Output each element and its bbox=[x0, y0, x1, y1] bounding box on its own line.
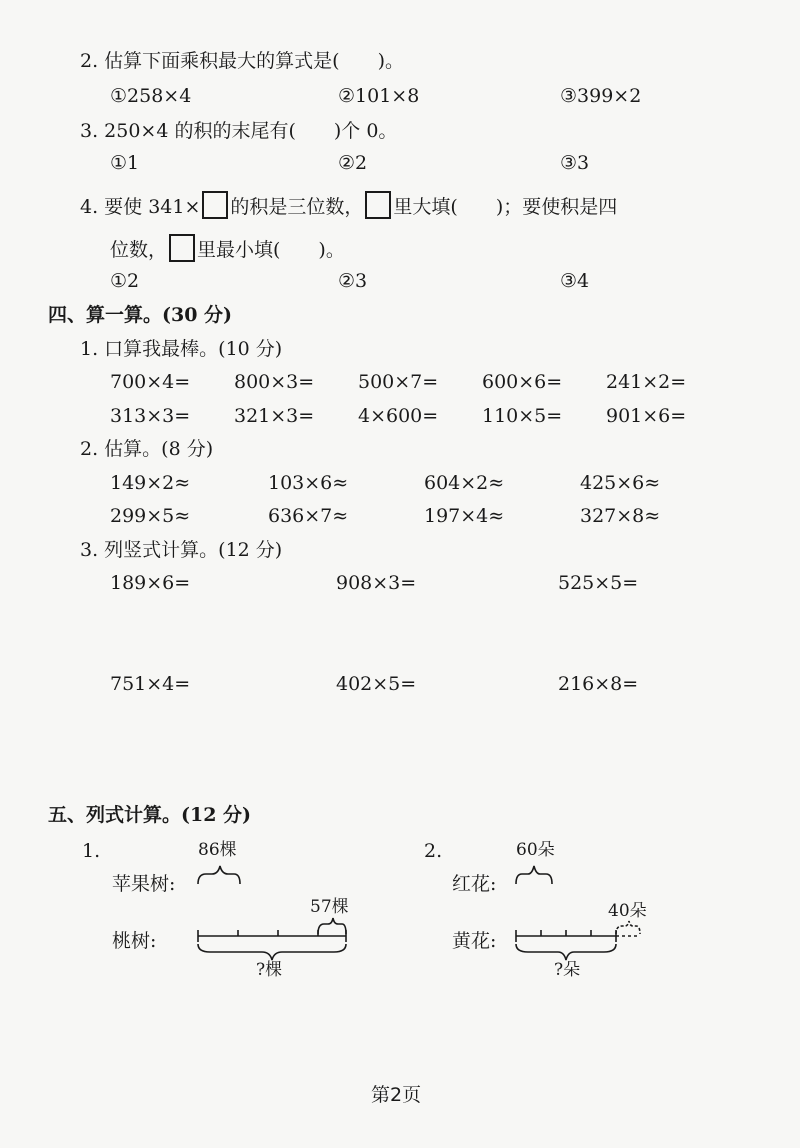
mental-math-item: 800×3= bbox=[234, 371, 315, 393]
peach-total-brace bbox=[198, 944, 346, 960]
mental-math-item: 600×6= bbox=[482, 371, 563, 393]
estimate-item: 604×2≈ bbox=[424, 472, 505, 494]
section5-heading: 五、列式计算。(12 分) bbox=[48, 804, 252, 826]
mental-math-item: 321×3= bbox=[234, 405, 315, 427]
mental-math-item: 700×4= bbox=[110, 371, 191, 393]
peach-extra-label: 57棵 bbox=[310, 897, 349, 917]
estimate-item: 149×2≈ bbox=[110, 472, 191, 494]
q2-option-3: ③399×2 bbox=[560, 85, 642, 107]
q4-option-2: ②3 bbox=[338, 270, 368, 292]
estimate-item: 197×4≈ bbox=[424, 505, 505, 527]
yellow-total-brace bbox=[516, 944, 616, 960]
s4-q1-title: 1. 口算我最棒。(10 分) bbox=[80, 338, 283, 360]
q3-option-3: ③3 bbox=[560, 152, 590, 174]
vertical-calc-item: 525×5= bbox=[558, 572, 639, 594]
q4-text-d: 位数， bbox=[110, 239, 168, 261]
q2-option-1: ①258×4 bbox=[110, 85, 192, 107]
mental-math-item: 241×2= bbox=[606, 371, 687, 393]
mental-math-item: 4×600= bbox=[358, 405, 439, 427]
estimate-item: 299×5≈ bbox=[110, 505, 191, 527]
peach-total-label: ?棵 bbox=[256, 960, 283, 980]
mental-math-item: 901×6= bbox=[606, 405, 687, 427]
apple-tree-count-label: 86棵 bbox=[198, 840, 237, 860]
vertical-calc-item: 908×3= bbox=[336, 572, 417, 594]
q2-stem: 2. 估算下面乘积最大的算式是( )。 bbox=[80, 50, 404, 72]
apple-brace bbox=[198, 866, 240, 884]
mental-math-item: 313×3= bbox=[110, 405, 191, 427]
q3-option-2: ②2 bbox=[338, 152, 368, 174]
page-number: 第2页 bbox=[371, 1084, 422, 1106]
red-flower-label: 红花: bbox=[452, 873, 497, 895]
q4-option-3: ③4 bbox=[560, 270, 590, 292]
estimate-item: 425×6≈ bbox=[580, 472, 661, 494]
q4-text-a: 4. 要使 341× bbox=[80, 196, 201, 218]
vertical-calc-item: 189×6= bbox=[110, 572, 191, 594]
q4-text-e: 里最小填( )。 bbox=[197, 239, 345, 261]
problem1-number: 1. bbox=[82, 840, 101, 862]
section4-heading: 四、算一算。(30 分) bbox=[48, 304, 233, 326]
q3-stem: 3. 250×4 的积的末尾有( )个 0。 bbox=[80, 120, 398, 142]
s4-q2-title: 2. 估算。(8 分) bbox=[80, 438, 214, 460]
problem2-number: 2. bbox=[424, 840, 443, 862]
red-flower-count-label: 60朵 bbox=[516, 840, 555, 860]
yellow-total-label: ?朵 bbox=[554, 960, 581, 980]
peach-tree-label: 桃树: bbox=[112, 930, 157, 952]
yellow-extra-label: 40朵 bbox=[608, 901, 647, 921]
estimate-item: 103×6≈ bbox=[268, 472, 349, 494]
q4-option-1: ①2 bbox=[110, 270, 140, 292]
estimate-item: 327×8≈ bbox=[580, 505, 661, 527]
mental-math-item: 500×7= bbox=[358, 371, 439, 393]
s4-q3-title: 3. 列竖式计算。(12 分) bbox=[80, 539, 283, 561]
yellow-flower-label: 黄花: bbox=[452, 930, 497, 952]
red-brace bbox=[516, 866, 552, 884]
q4-text-c: 里大填( )；要使积是四 bbox=[393, 196, 618, 218]
vertical-calc-item: 402×5= bbox=[336, 673, 417, 695]
q4-text-b: 的积是三位数， bbox=[230, 196, 364, 218]
vertical-calc-item: 751×4= bbox=[110, 673, 191, 695]
mental-math-item: 110×5= bbox=[482, 405, 563, 427]
yellow-extra-brace bbox=[616, 921, 640, 934]
q2-option-2: ②101×8 bbox=[338, 85, 420, 107]
apple-tree-label: 苹果树: bbox=[112, 873, 176, 895]
vertical-calc-item: 216×8= bbox=[558, 673, 639, 695]
estimate-item: 636×7≈ bbox=[268, 505, 349, 527]
peach-extra-brace bbox=[318, 918, 346, 934]
q3-option-1: ①1 bbox=[110, 152, 140, 174]
